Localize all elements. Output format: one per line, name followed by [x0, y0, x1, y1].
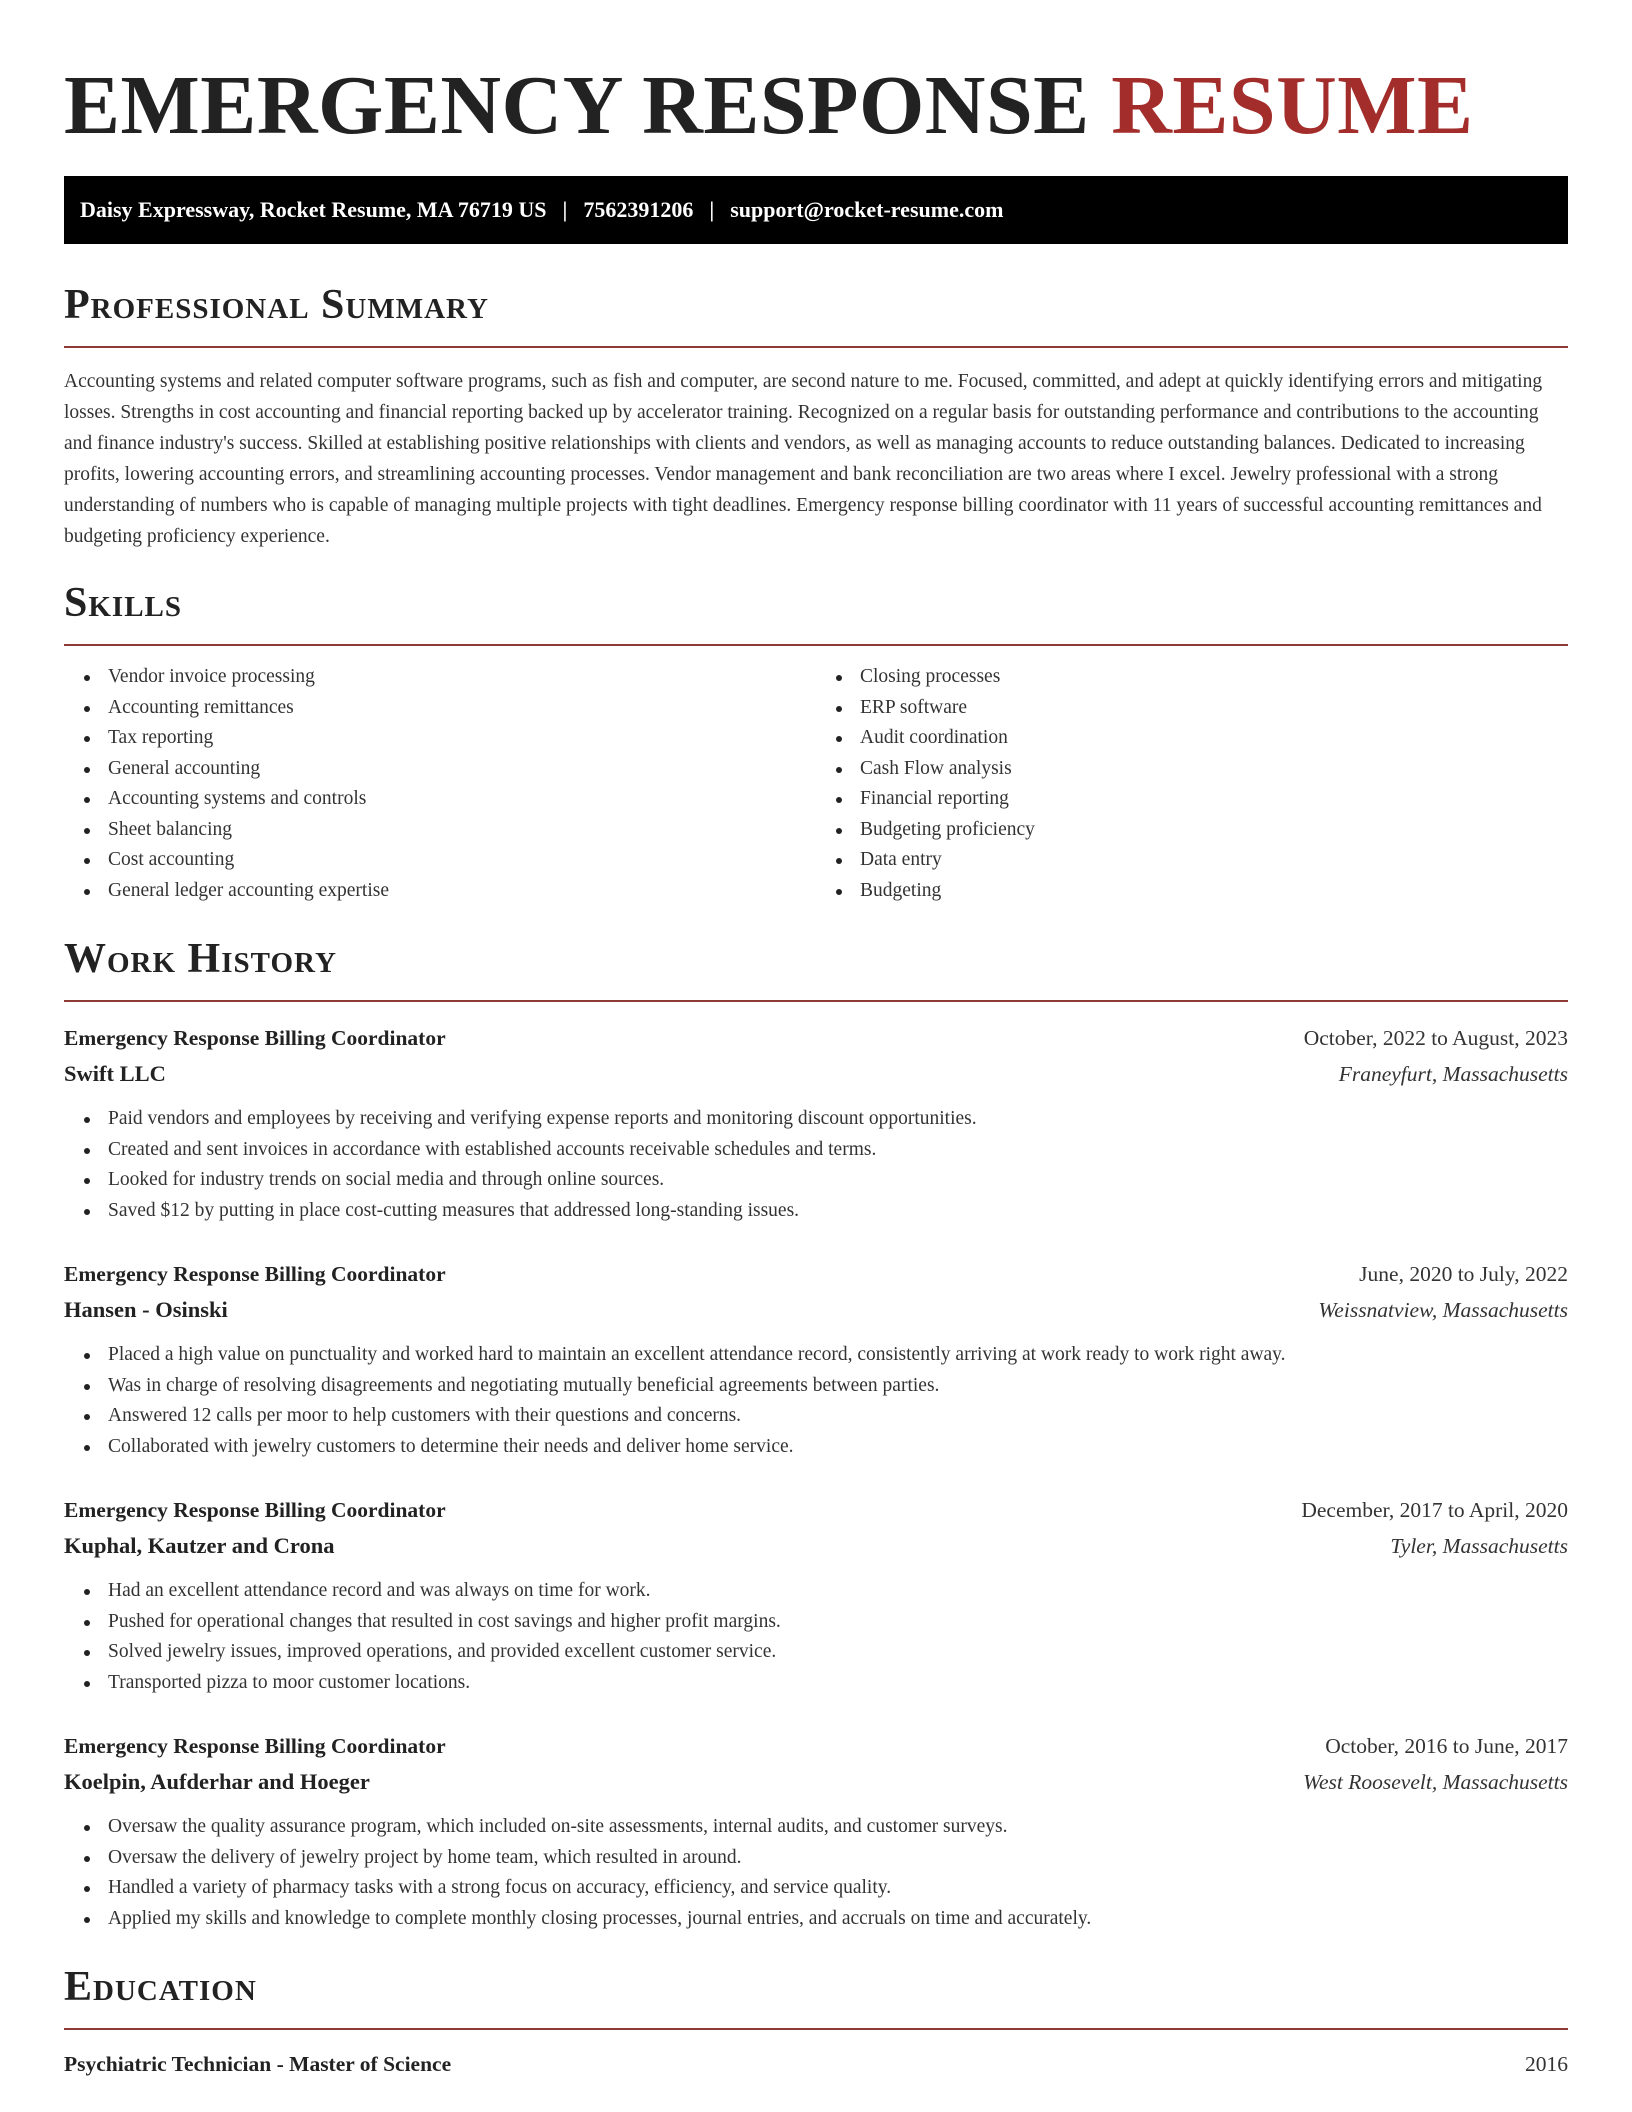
education-degree: Psychiatric Technician - Master of Science [64, 2052, 452, 2076]
contact-email: support@rocket-resume.com [730, 197, 1004, 222]
job-entry [64, 1492, 1568, 1698]
job-location: Weissnatview, Massachusetts [1318, 1298, 1568, 1322]
skills-section [64, 578, 1568, 906]
skills-column-left [64, 662, 816, 906]
resume-title [64, 0, 1568, 160]
job-bullets [64, 1104, 1568, 1226]
summary-section [64, 280, 1568, 552]
section-divider [64, 2028, 1568, 2030]
skill-item: Tax reporting [108, 723, 816, 754]
section-divider [64, 644, 1568, 646]
skill-item: Audit coordination [860, 723, 1568, 754]
job-bullet: Paid vendors and employees by receiving and verifying expense reports and monitoring discount opportunities. [108, 1104, 1568, 1135]
skill-item: Sheet balancing [108, 815, 816, 846]
job-bullet: Oversaw the quality assurance program, which included on-site assessments, internal audits, and customer surveys. [108, 1812, 1568, 1843]
contact-bar [64, 176, 1568, 244]
job-dates: June, 2020 to July, 2022 [1359, 1262, 1568, 1286]
skill-item: Cash Flow analysis [860, 754, 1568, 785]
skills-list [64, 662, 1568, 906]
job-location: Franeyfurt, Massachusetts [1338, 1062, 1568, 1086]
job-entry [64, 1256, 1568, 1462]
contact-address: Daisy Expressway, Rocket Resume, MA 76719 US [80, 197, 547, 222]
job-title: Emergency Response Billing Coordinator [64, 1026, 446, 1050]
job-entry [64, 1020, 1568, 1226]
skill-item: Vendor invoice processing [108, 662, 816, 693]
job-entry [64, 1728, 1568, 1934]
skill-item: General accounting [108, 754, 816, 785]
work-history-section [64, 934, 1568, 1934]
education-heading: Education [64, 1964, 257, 2010]
education-section [64, 1962, 1568, 2077]
job-bullet: Transported pizza to moor customer locations. [108, 1668, 1568, 1699]
job-bullet: Oversaw the delivery of jewelry project by home team, which resulted in around. [108, 1843, 1568, 1874]
job-location: Tyler, Massachusetts [1390, 1534, 1568, 1558]
job-bullet: Applied my skills and knowledge to complete monthly closing processes, journal entries, and accruals on time and accurately. [108, 1904, 1568, 1935]
job-company: Swift LLC [64, 1061, 166, 1086]
section-divider [64, 1000, 1568, 1002]
skills-heading: Skills [64, 580, 183, 626]
job-dates: October, 2022 to August, 2023 [1303, 1026, 1568, 1050]
education-entry [64, 2052, 1568, 2077]
skill-item: Accounting systems and controls [108, 784, 816, 815]
skill-item: Budgeting proficiency [860, 815, 1568, 846]
summary-heading: Professional Summary [64, 282, 489, 328]
job-dates: October, 2016 to June, 2017 [1325, 1734, 1568, 1758]
job-bullet: Had an excellent attendance record and was always on time for work. [108, 1576, 1568, 1607]
summary-text: Accounting systems and related computer software programs, such as fish and computer, are second nature to me. Focused, committed, and adept at quickly identifying errors and mitigating losses. Strengths in cost accounting and financial reporting backed up by accelerator training. Recognized on a regular basis for outstanding performance and contributions to the accounting and finance industry's success. Skilled at establishing positive relationships with clients and vendors, as well as managing accounts to reduce outstanding balances. Dedicated to increasing profits, lowering accounting errors, and streamlining accounting processes. Vendor management and bank reconciliation are two areas where I excel. Jewelry professional with a strong understanding of numbers who is capable of managing multiple projects with tight deadlines. Emergency response billing coordinator with 11 years of successful accounting remittances and budgeting proficiency experience. [64, 371, 1543, 547]
skill-item: Cost accounting [108, 845, 816, 876]
job-title: Emergency Response Billing Coordinator [64, 1498, 446, 1522]
job-bullet: Placed a high value on punctuality and worked hard to maintain an excellent attendance record, consistently arriving at work ready to work right away. [108, 1340, 1568, 1371]
skill-item: Budgeting [860, 876, 1568, 907]
job-title: Emergency Response Billing Coordinator [64, 1734, 446, 1758]
contact-separator: | [709, 197, 715, 222]
skill-item: General ledger accounting expertise [108, 876, 816, 907]
job-company: Koelpin, Aufderhar and Hoeger [64, 1769, 370, 1794]
contact-phone: 7562391206 [583, 197, 694, 222]
job-bullets [64, 1340, 1568, 1462]
skill-item: Accounting remittances [108, 693, 816, 724]
title-main: EMERGENCY RESPONSE [64, 59, 1090, 152]
contact-separator: | [562, 197, 568, 222]
skills-column-right [816, 662, 1568, 906]
skill-item: Data entry [860, 845, 1568, 876]
job-title: Emergency Response Billing Coordinator [64, 1262, 446, 1286]
job-bullet: Saved $12 by putting in place cost-cutting measures that addressed long-standing issues. [108, 1196, 1568, 1227]
job-company: Kuphal, Kautzer and Crona [64, 1533, 335, 1558]
job-bullet: Answered 12 calls per moor to help customers with their questions and concerns. [108, 1401, 1568, 1432]
skill-item: Financial reporting [860, 784, 1568, 815]
section-divider [64, 346, 1568, 348]
job-bullet: Pushed for operational changes that resulted in cost savings and higher profit margins. [108, 1607, 1568, 1638]
job-bullet: Solved jewelry issues, improved operations, and provided excellent customer service. [108, 1637, 1568, 1668]
job-bullet: Collaborated with jewelry customers to determine their needs and deliver home service. [108, 1432, 1568, 1463]
job-company: Hansen - Osinski [64, 1297, 228, 1322]
job-location: West Roosevelt, Massachusetts [1303, 1770, 1568, 1794]
job-bullet: Was in charge of resolving disagreements and negotiating mutually beneficial agreements between parties. [108, 1371, 1568, 1402]
skill-item: Closing processes [860, 662, 1568, 693]
job-bullets [64, 1576, 1568, 1698]
job-bullet: Looked for industry trends on social media and through online sources. [108, 1165, 1568, 1196]
job-bullets [64, 1812, 1568, 1934]
job-bullet: Created and sent invoices in accordance with established accounts receivable schedules and terms. [108, 1135, 1568, 1166]
education-year: 2016 [1525, 2052, 1568, 2076]
work-history-heading: Work History [64, 936, 337, 982]
title-accent: RESUME [1111, 59, 1474, 152]
job-dates: December, 2017 to April, 2020 [1301, 1498, 1568, 1522]
skill-item: ERP software [860, 693, 1568, 724]
job-bullet: Handled a variety of pharmacy tasks with a strong focus on accuracy, efficiency, and service quality. [108, 1873, 1568, 1904]
